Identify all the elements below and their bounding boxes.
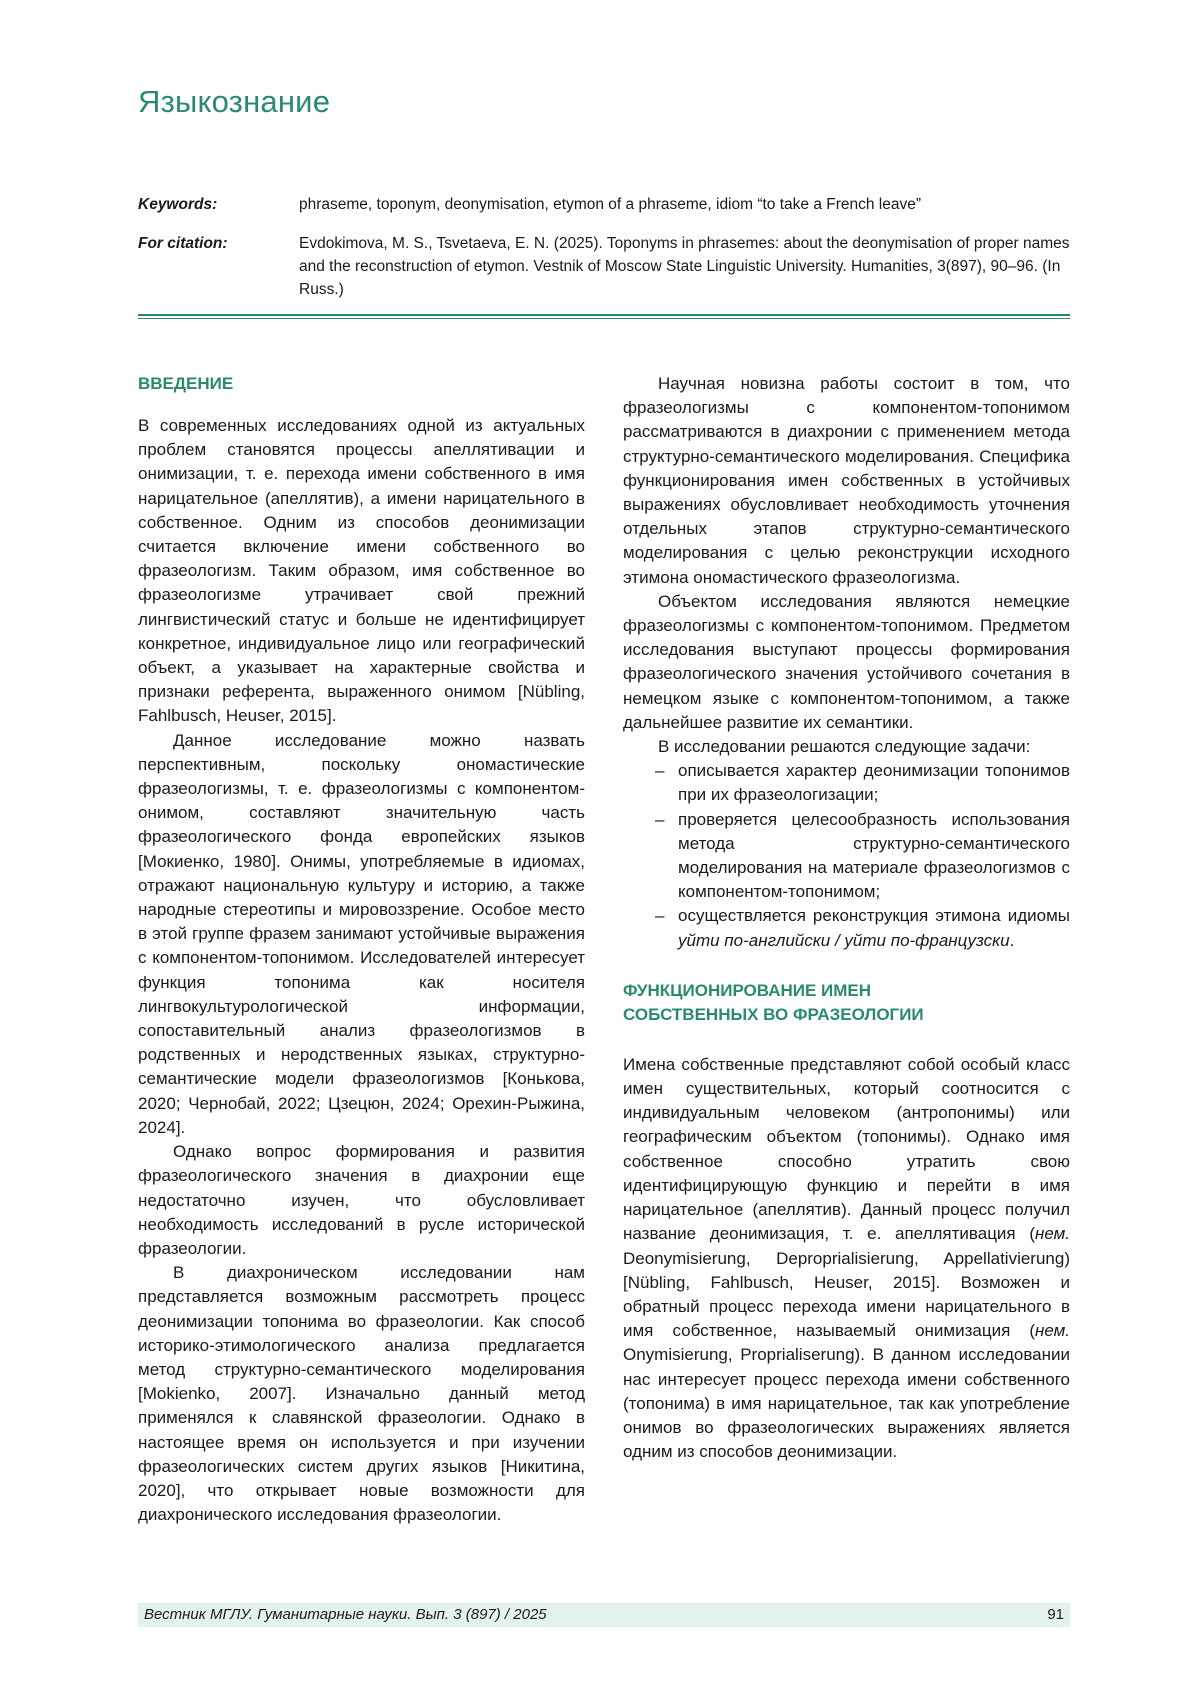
left-column — [138, 372, 585, 1527]
keywords-label: Keywords: — [138, 196, 218, 213]
citation-block — [138, 232, 1070, 301]
dash-marker: – — [655, 906, 665, 926]
journal-title: Вестник МГЛУ. Гуманитарные науки. Вып. 3 (897) / 2025 — [144, 1606, 547, 1623]
keywords-block — [138, 193, 1070, 216]
list-item: – осуществляется реконструкция этимона идиомы уйти по-английски / уйти по-французски. — [655, 906, 1070, 950]
tasks-intro: В исследовании решаются следующие задачи: — [658, 737, 1031, 757]
dash-marker: – — [655, 761, 665, 781]
citation-value: Evdokimova, M. S., Tsvetaeva, E. N. (2025). Toponyms in phrasemes: about the deonymisation of proper names and the reconstruction of etymon. Vestnik of Moscow State Linguistic University. Humanities, 3(897), 90–96. (In Russ.) — [299, 235, 1070, 298]
intro-paragraph-2: Данное исследование можно назвать перспективным, поскольку ономастические фразеологизмы, т. е. фразеологизмы с компонентом-онимом, составляют значительную часть фразеологического фонда европейских языков [Мокиенко, 1980]. Онимы, употребляемые в идиомах, отражают национальную культуру и историю, а также народные стереотипы и мировоззрение. Особое место в этой группе фразем занимают устойчивые выражения с компонентом-топонимом. Исследователей интересует функция топонима как носителя лингвокультурологической информации, сопоставительный анализ фразеологизмов в родственных и неродственных языках, структурно-семантические модели фразеологизмов [Конькова, 2020; Чернобай, 2022; Цзецюн, 2024; Орехин-Рыжина, 2024]. — [138, 730, 585, 1137]
list-item: – проверяется целесообразность использования метода структурно-семантического моделирования на материале фразеологизмов с компонентом-топонимом; — [655, 809, 1070, 902]
functioning-heading: ФУНКЦИОНИРОВАНИЕ ИМЕН СОБСТВЕННЫХ ВО ФРАЗЕОЛОГИИ — [623, 980, 924, 1024]
divider-rule — [138, 314, 1070, 319]
citation-label: For citation: — [138, 235, 228, 252]
intro-paragraph-1: В современных исследованиях одной из актуальных проблем становятся процессы апеллятивации и онимизации, т. е. перехода имени собственного в имя нарицательное (апеллятив), а имени нарицательного в собственное. Одним из способов деонимизации считается включение имени собственного во фразеологизм. Таким образом, имя собственное во фразеологизме утрачивает свой прежний лингвистический статус и больше не идентифицирует конкретное, индивидуальное лицо или географический объект, а указывает на характерные свойства и признаки референта, выраженного онимом [Nübling, Fahlbusch, Heuser, 2015]. — [138, 416, 585, 726]
page-footer — [138, 1603, 1070, 1627]
idiom-text: уйти по-английски / уйти по-французски — [678, 930, 1010, 950]
novelty-paragraph: Научная новизна работы состоит в том, что фразеологизмы с компонентом-топонимом рассматриваются в диахронии с применением метода структурно-семантического моделирования. Специфика функционирования имен собственных в устойчивых выражениях обусловливает необходимость уточнения отдельных этапов структурно-семантического моделирования с целью реконструкции исходного этимона ономастического фразеологизма. — [623, 374, 1070, 587]
keywords-value: phraseme, toponym, deonymisation, etymon of a phraseme, idiom “to take a French leave” — [299, 196, 922, 213]
list-item: – описывается характер деонимизации топонимов при их фразеологизации; — [655, 761, 1070, 805]
page-number: 91 — [1047, 1606, 1064, 1623]
section-title: Языкознание — [138, 84, 331, 119]
object-paragraph: Объектом исследования являются немецкие фразеологизмы с компонентом-топонимом. Предметом исследования выступают процессы формирования фразеологического значения устойчивого сочетания в немецком языке с компонентом-топонимом, а также дальнейшее развитие их семантики. — [623, 591, 1070, 732]
tasks-list — [623, 759, 1070, 953]
dash-marker: – — [655, 809, 665, 829]
intro-paragraph-3: Однако вопрос формирования и развития фразеологического значения в диахронии еще недостаточно изучен, что обусловливает необходимость исследований в русле исторической фразеологии. — [138, 1142, 585, 1258]
intro-heading: ВВЕДЕНИЕ — [138, 374, 234, 393]
proper-names-paragraph: Имена собственные представляют собой особый класс имен существительных, который соотносится с индивидуальным человеком (антропонимы) или географическим объектом (топонимы). Однако имя собственное способно утратить свою идентифицирующую функцию и перейти в имя нарицательное (апеллятив). Данный процесс получил название деонимизация, т. е. апеллятивация (нем. Deonymisierung, Deproprialisierung, Appellativierung) [Nübling, Fahlbusch, Heuser, 2015]. Возможен и обратный процесс перехода имени нарицательного в имя собственное, называемый онимизация (нем. Onymisierung, Proprialiserung). В данном исследовании нас интересует процесс перехода имени собственного (топонима) в имя нарицательное, так как употребление онимов во фразеологических выражениях является одним из способов деонимизации. — [623, 1054, 1070, 1462]
right-column — [623, 372, 1070, 1464]
intro-paragraph-4: В диахроническом исследовании нам представляется возможным рассмотреть процесс деонимизации топонима во фразеологии. Как способ историко-этимологического анализа предлагается метод структурно-семантического моделирования [Mokienko, 2007]. Изначально данный метод применялся к славянской фразеологии. Однако в настоящее время он используется и при изучении фразеологических систем других языков [Никитина, 2020], что открывает новые возможности для диахронического исследования фразеологии. — [138, 1263, 585, 1525]
